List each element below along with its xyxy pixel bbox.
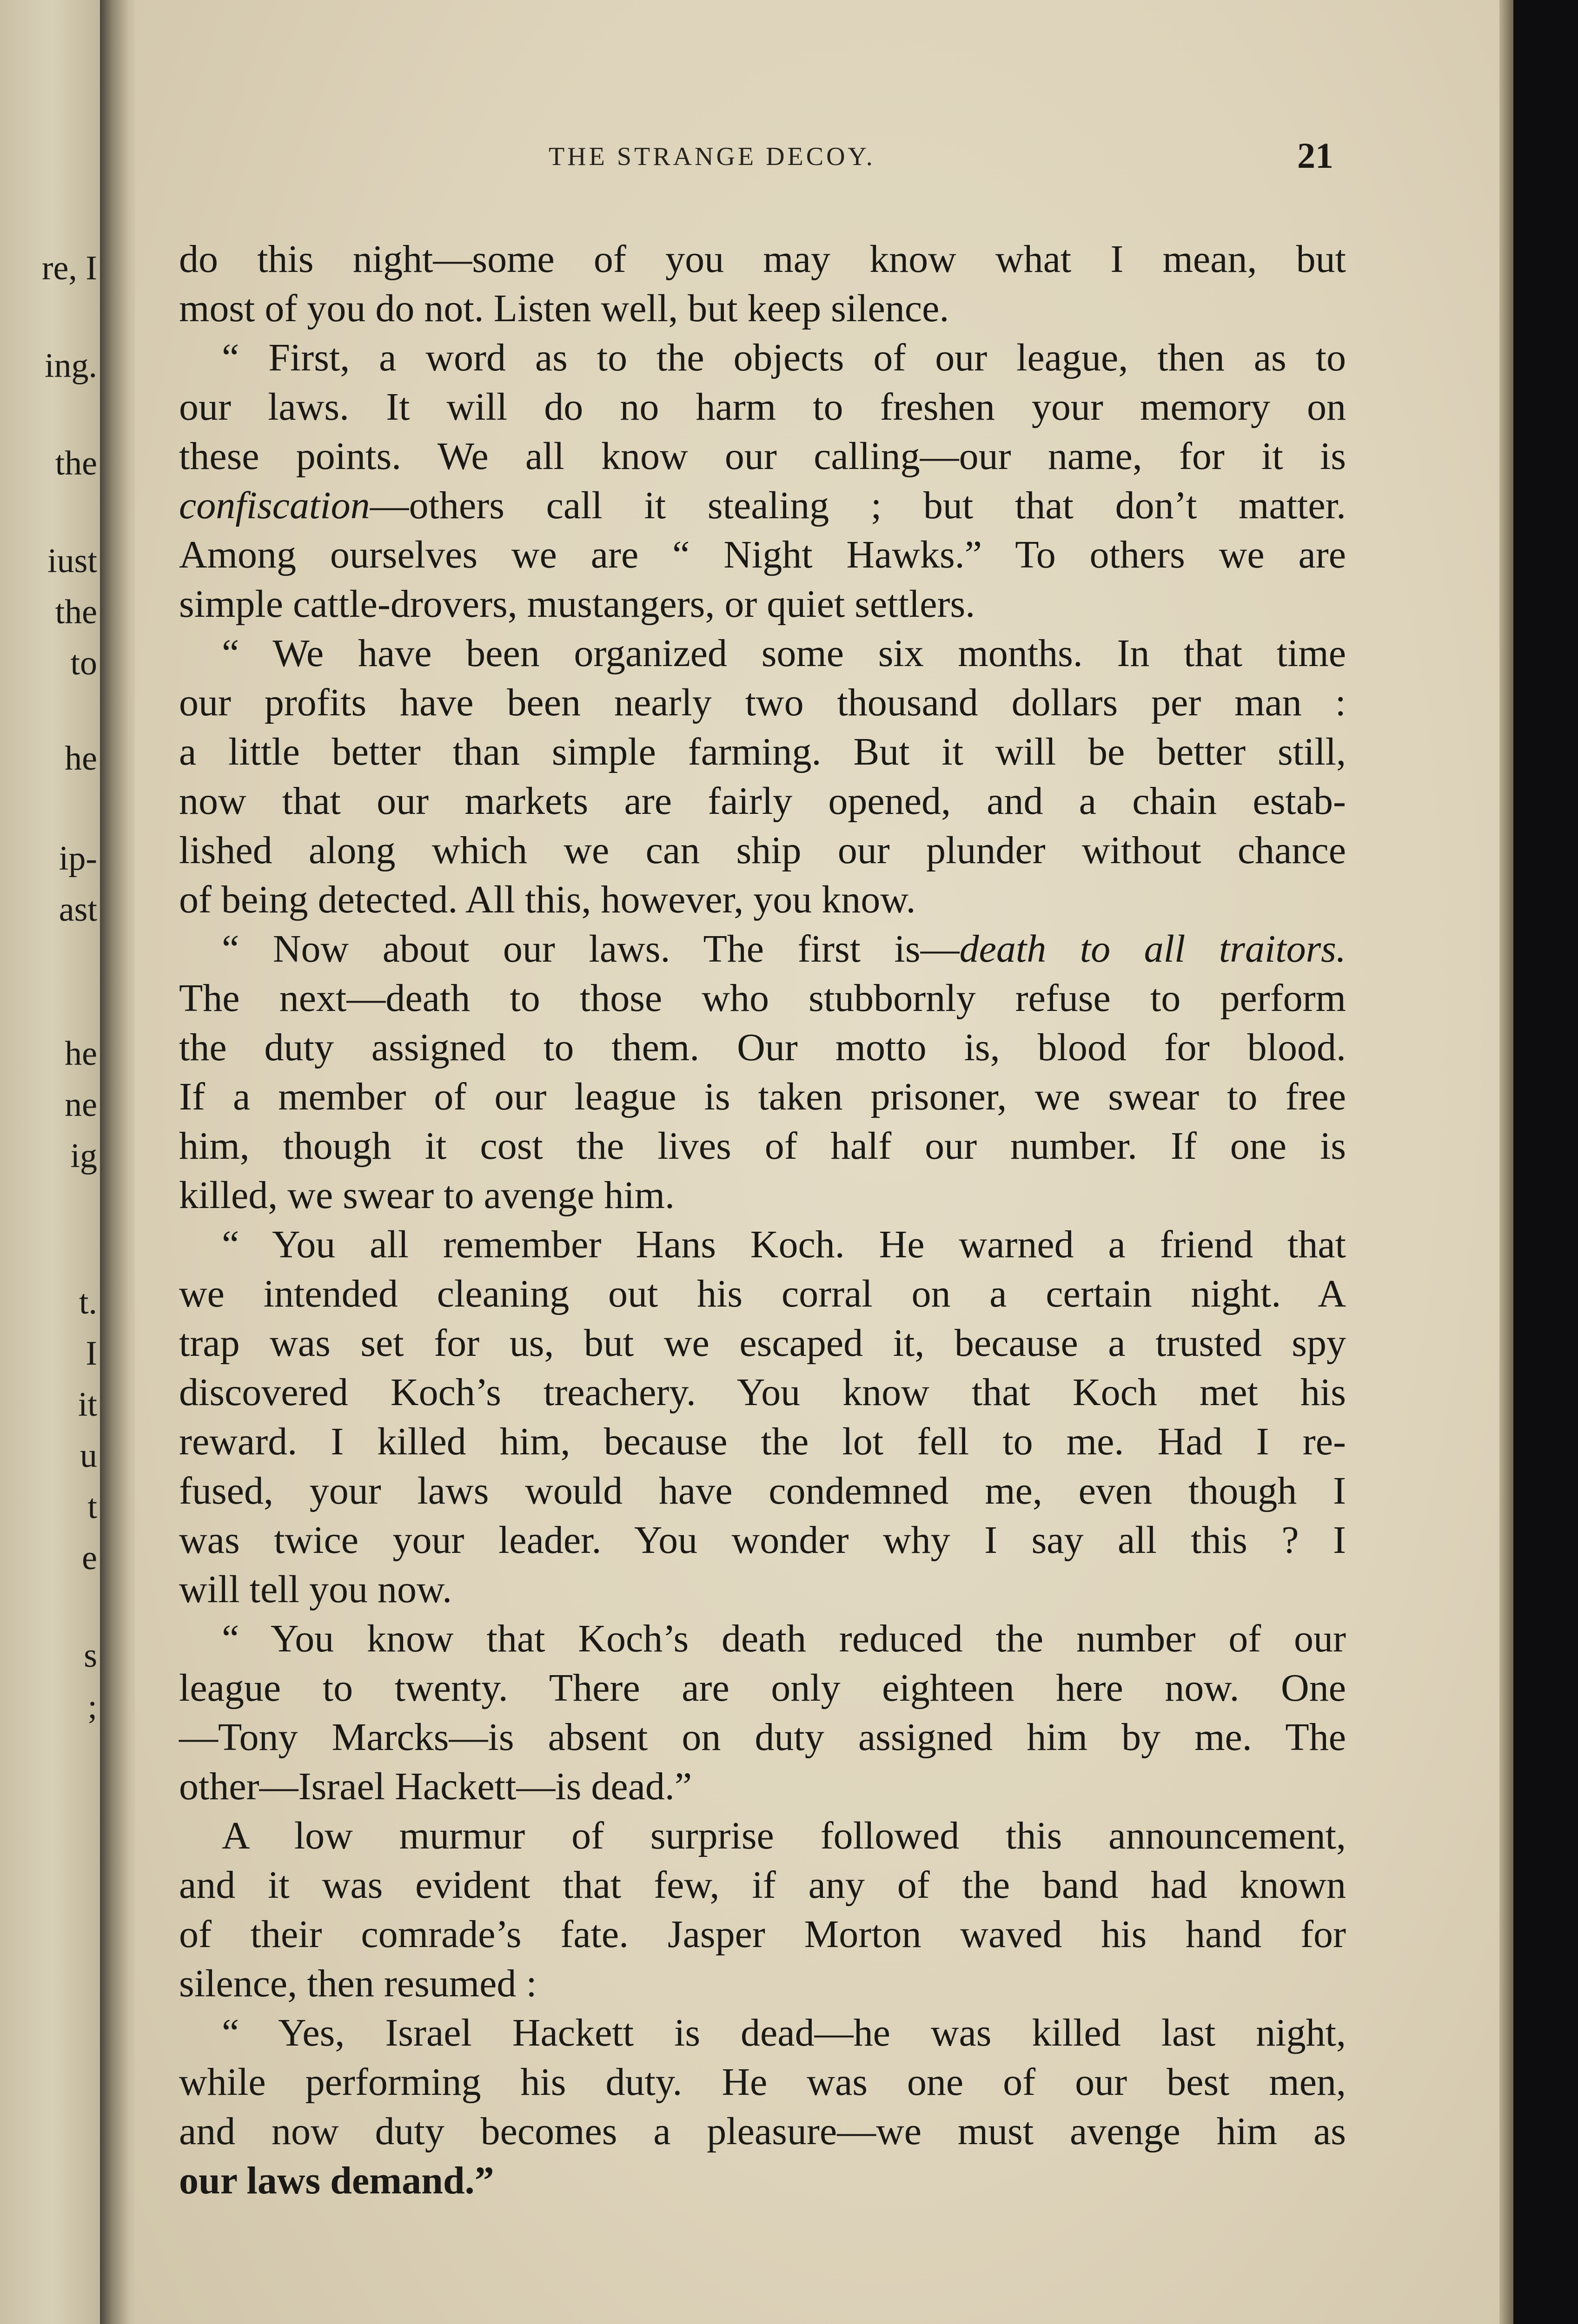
text-line: Among ourselves we are “ Night Hawks.” To others we are [179,533,1346,576]
text-line: silence, then resumed : [179,1962,537,2005]
text-line: most of you do not. Listen well, but keep silence. [179,287,949,330]
text-line: while performing his duty. He was one of our best men, [179,2060,1346,2104]
text-line: our profits have been nearly two thousand dollars per man : [179,681,1346,724]
text-line [179,924,1346,974]
text-line: and now duty becomes a pleasure—we must avenge him as [179,2110,1346,2153]
text-line: fused, your laws would have condemned me, even though I [179,1469,1346,1512]
text-line: and it was evident that few, if any of the band had known [179,1863,1346,1907]
text-line: our laws. It will do no harm to freshen your memory on [179,385,1346,429]
text-line: simple cattle-drovers, mustangers, or quiet settlers. [179,582,975,626]
page-number: 21 [1297,135,1333,176]
text-line: will tell you now. [179,1568,452,1611]
text-fragment: “ Now about our laws. The first is— [222,927,960,971]
previous-page-fragment: I [86,1334,97,1373]
text-line: was twice your leader. You wonder why I say all this ? I [179,1519,1346,1562]
text-line: now that our markets are fairly opened, and a chain estab- [179,779,1346,823]
text-line: If a member of our league is taken prisoner, we swear to free [179,1075,1346,1118]
previous-page-fragment: ing. [44,347,97,385]
previous-page-fragment: e [82,1539,97,1577]
italic-phrase: death to all traitors. [959,927,1346,971]
previous-page-fragment: t. [79,1283,97,1321]
text-line: A low murmur of surprise followed this announcement, [222,1814,1346,1857]
previous-page-fragment: s [84,1637,97,1675]
text-line: our laws demand.” [179,2159,494,2202]
text-line: discovered Koch’s treachery. You know that Koch met his [179,1371,1346,1414]
text-line: him, though it cost the lives of half our number. If one is [179,1124,1346,1168]
text-line: “ You all remember Hans Koch. He warned a friend that [222,1223,1346,1266]
previous-page-fragment: he [65,739,97,778]
previous-page-fragment: it [78,1386,97,1424]
body-text [179,235,1346,2205]
previous-page-fragment: to [70,644,97,682]
text-line: a little better than simple farming. But it will be better still, [179,730,1346,773]
previous-page-fragment: ne [65,1086,97,1124]
previous-page-fragment: t [87,1488,97,1526]
text-fragment: —others call it stealing ; but that don’t matter. [370,484,1346,527]
previous-page-fragment: u [80,1437,97,1475]
previous-page-fragment: the [55,593,97,631]
previous-page-fragment: ig [70,1137,97,1175]
previous-page-fragment: the [55,444,97,482]
text-line: The next—death to those who stubbornly refuse to perform [179,977,1346,1020]
text-line: “ Yes, Israel Hackett is dead—he was killed last night, [222,2011,1346,2054]
previous-page-fragment: ast [59,891,97,929]
text-line: lished along which we can ship our plunder without chance [179,829,1346,872]
text-line: “ You know that Koch’s death reduced the number of our [222,1617,1346,1660]
text-line: the duty assigned to them. Our motto is, blood for blood. [179,1026,1346,1069]
previous-page-fragment: he [65,1035,97,1073]
text-line: do this night—some of you may know what I mean, but [179,238,1346,281]
italic-word: confiscation [179,484,370,527]
text-line: of their comrade’s fate. Jasper Morton waved his hand for [179,1913,1346,1956]
previous-page-fragment: ; [87,1688,97,1726]
text-line: of being detected. All this, however, you know. [179,878,916,921]
previous-page-edge [0,0,105,2324]
text-line: “ First, a word as to the objects of our league, then as to [222,336,1346,379]
text-line: killed, we swear to avenge him. [179,1174,675,1217]
text-line: —Tony Marcks—is absent on duty assigned him by me. The [179,1716,1346,1759]
previous-page-fragment: ip- [59,839,97,878]
text-line [179,481,1346,530]
page-edge-shadow [1499,0,1513,2324]
text-line: trap was set for us, but we escaped it, because a trusted spy [179,1321,1346,1365]
text-line: these points. We all know our calling—our name, for it is [179,435,1346,478]
text-line: other—Israel Hackett—is dead.” [179,1765,692,1808]
text-line: league to twenty. There are only eighteen here now. One [179,1666,1346,1710]
previous-page-fragment: re, I [41,249,97,287]
text-line: we intended cleaning out his corral on a certain night. A [179,1272,1346,1315]
running-head: THE STRANGE DECOY. [549,142,875,171]
text-line: reward. I killed him, because the lot fell to me. Had I re- [179,1420,1346,1463]
previous-page-fragment: iust [47,542,97,580]
text-line: “ We have been organized some six months. In that time [222,632,1346,675]
